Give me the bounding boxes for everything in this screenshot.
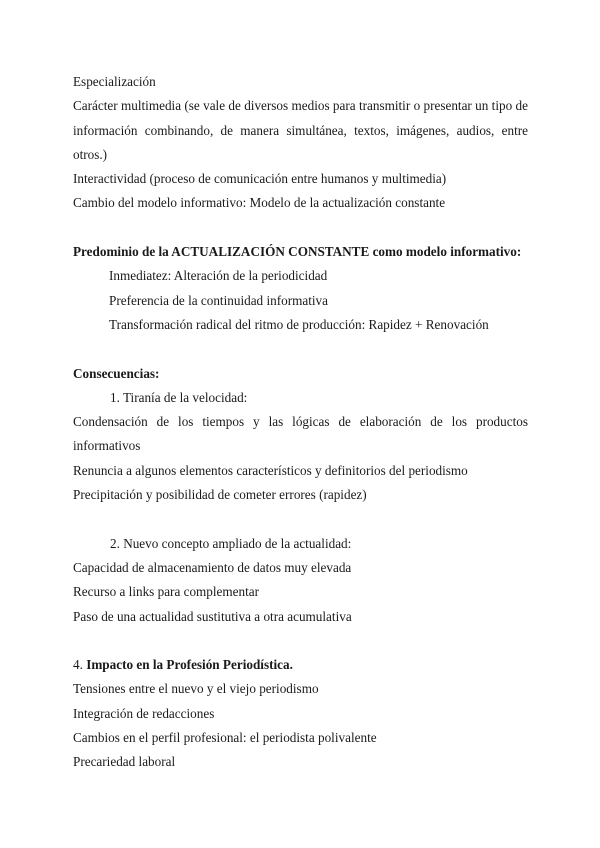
impacto-item: Tensiones entre el nuevo y el viejo periodismo bbox=[73, 681, 319, 697]
section-number: 4. bbox=[73, 657, 83, 673]
predominio-item: Transformación radical del ritmo de producción: Rapidez + Renovación bbox=[109, 316, 489, 332]
feature-especializacion: Especialización bbox=[73, 74, 156, 89]
predominio-item: Preferencia de la continuidad informativa bbox=[109, 292, 328, 308]
spacer bbox=[73, 337, 528, 361]
impacto-item: Precariedad laboral bbox=[73, 754, 176, 770]
section-title: Impacto en la Profesión Periodística. bbox=[86, 657, 293, 673]
tirania-item: Renuncia a algunos elementos característicos y definitorios del periodismo bbox=[73, 462, 468, 478]
feature-cambio-modelo: Cambio del modelo informativo: Modelo de la actualización constante bbox=[73, 195, 446, 211]
nuevo-concepto-item: Capacidad de almacenamiento de datos muy elevada bbox=[73, 559, 352, 575]
feature-interactividad: Interactividad (proceso de comunicación entre humanos y multimedia) bbox=[73, 171, 447, 187]
tirania-item: Precipitación y posibilidad de cometer errores (rapidez) bbox=[73, 487, 367, 503]
subheading-nuevo-concepto: 2. Nuevo concepto ampliado de la actualidad: bbox=[110, 535, 352, 551]
impacto-item: Integración de redacciones bbox=[73, 705, 215, 721]
heading-consecuencias: Consecuencias: bbox=[73, 365, 160, 381]
heading-impacto bbox=[73, 653, 528, 677]
spacer bbox=[73, 507, 528, 531]
nuevo-concepto-item: Paso de una actualidad sustitutiva a otra acumulativa bbox=[73, 608, 352, 624]
tirania-item: Condensación de los tiempos y las lógicas de elaboración de los productos informativos bbox=[73, 414, 528, 454]
spacer bbox=[73, 216, 528, 240]
heading-predominio: Predominio de la ACTUALIZACIÓN CONSTANTE como modelo informativo: bbox=[73, 244, 522, 260]
predominio-item: Inmediatez: Alteración de la periodicidad bbox=[109, 268, 328, 284]
impacto-item: Cambios en el perfil profesional: el periodista polivalente bbox=[73, 730, 377, 746]
spacer bbox=[73, 629, 528, 653]
subheading-tirania: 1. Tiranía de la velocidad: bbox=[110, 389, 248, 405]
feature-caracter-multimedia: Carácter multimedia (se vale de diversos medios para transmitir o presentar un tipo de información combinando, de manera simultánea, textos, imágenes, audios, entre otros.) bbox=[73, 98, 528, 162]
nuevo-concepto-item: Recurso a links para complementar bbox=[73, 584, 260, 600]
document-page bbox=[73, 70, 528, 775]
